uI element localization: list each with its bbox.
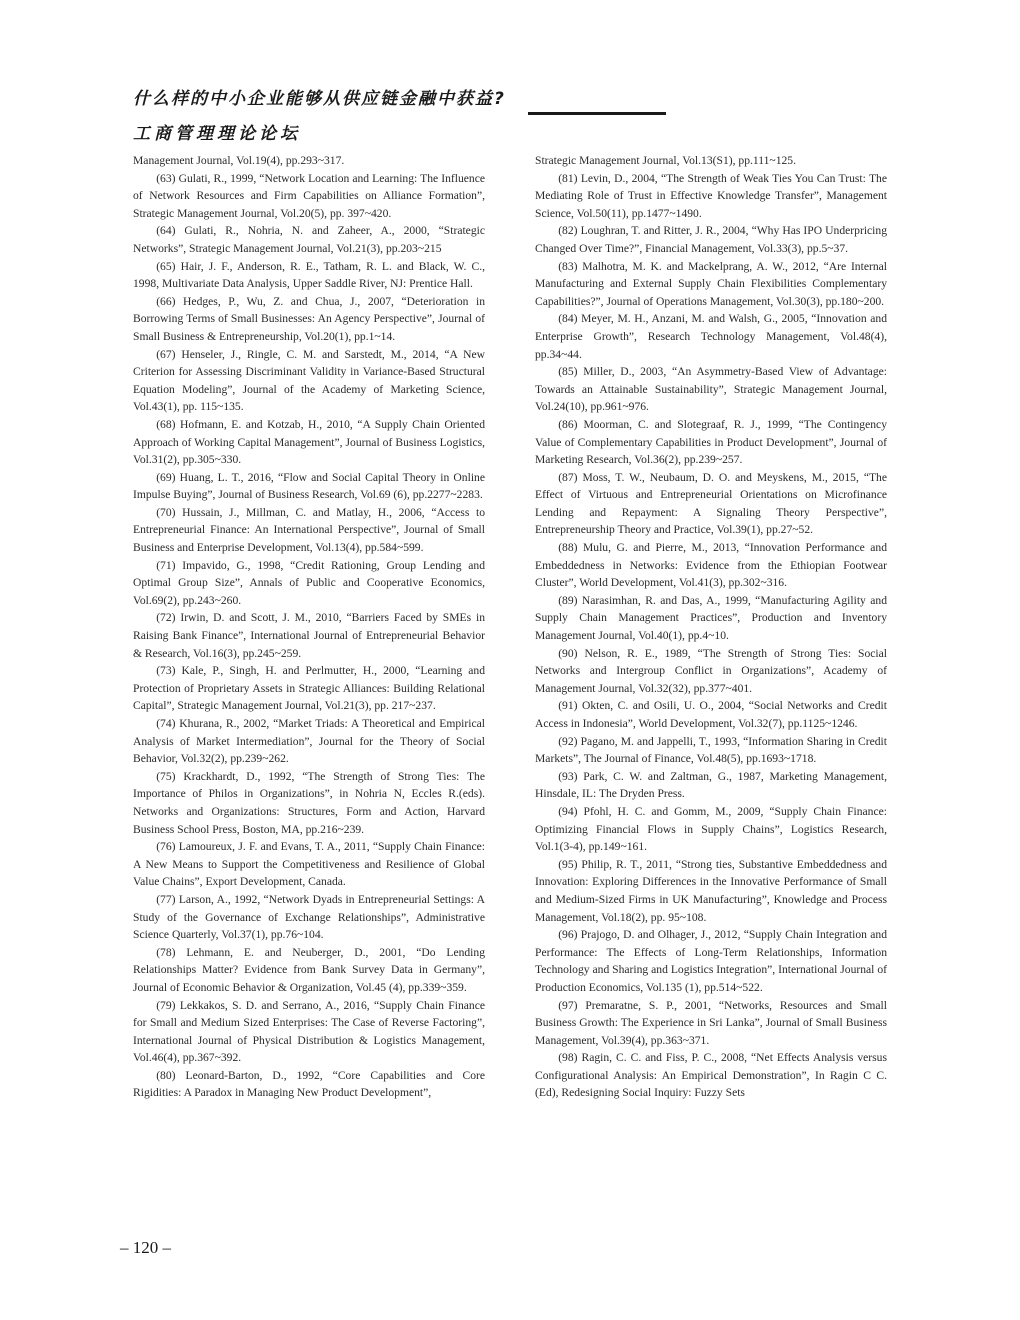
reference-entry: (81) Levin, D., 2004, “The Strength of Weak Ties You Can Trust: The Mediating Role of Trust in Effective Knowledge Transfer”, Management Science, Vol.50(11), pp.1477~1490. [535, 171, 887, 220]
reference-entry: (88) Mulu, G. and Pierre, M., 2013, “Innovation Performance and Embeddedness in Networks: Evidence from the Ethiopian Footwear Cluster”, World Development, Vol.41(3), pp.302~316. [535, 541, 887, 590]
reference-entry: (93) Park, C. W. and Zaltman, G., 1987, Marketing Management, Hinsdale, IL: The Dryden Press. [535, 769, 887, 801]
reference-entry: (84) Meyer, M. H., Anzani, M. and Walsh, G., 2005, “Innovation and Enterprise Growth”, Research Technology Management, Vol.48(4), pp.34~44. [535, 312, 887, 361]
article-title: 什么样的中小企业能够从供应链金融中获益? [133, 89, 506, 109]
reference-entry: (82) Loughran, T. and Ritter, J. R., 2004, “Why Has IPO Underpricing Changed Over Time?”, Financial Management, Vol.33(3), pp.5~37. [535, 224, 887, 255]
reference-entry: (74) Khurana, R., 2002, “Market Triads: A Theoretical and Empirical Analysis of Market Intermediation”, Journal for the Theory of Social Behavior, Vol.32(2), pp.239~262. [133, 717, 485, 766]
reference-entry: (90) Nelson, R. E., 1989, “The Strength of Strong Ties: Social Networks and Intergroup Conflict in Organizations”, Academy of Management Journal, Vol.32(32), pp.377~401. [535, 646, 887, 695]
reference-entry: (75) Krackhardt, D., 1992, “The Strength of Strong Ties: The Importance of Philos in Organizations”, in Nohria N, Eccles R.(eds). Networks and Organizations: Structures, Form and Action, Harvard Business School Press, Boston, MA, pp.216~239. [133, 769, 485, 836]
reference-entry: (78) Lehmann, E. and Neuberger, D., 2001, “Do Lending Relationships Matter? Evidence from Bank Survey Data in Germany”, Journal of Economic Behavior & Organization, Vol.45 (4), pp.339~359. [133, 945, 485, 994]
references-left-column [133, 152, 485, 1102]
journal-section-name: 工商管理理论论坛 [133, 124, 301, 144]
reference-entry: (79) Lekkakos, S. D. and Serrano, A., 2016, “Supply Chain Finance for Small and Medium Sized Enterprises: The Case of Reverse Factoring”, International Journal of Physical Distribution & Logistics Management, Vol.46(4), pp.367~392. [133, 998, 485, 1065]
reference-entry: (65) Hair, J. F., Anderson, R. E., Tatham, R. L. and Black, W. C., 1998, Multivariate Data Analysis, Upper Saddle River, NJ: Prentice Hall. [133, 259, 485, 291]
reference-entry: (64) Gulati, R., Nohria, N. and Zaheer, A., 2000, “Strategic Networks”, Strategic Management Journal, Vol.21(3), pp.203~215 [133, 224, 485, 255]
reference-entry: (71) Impavido, G., 1998, “Credit Rationing, Group Lending and Optimal Group Size”, Annals of Public and Cooperative Economics, Vol.69(2), pp.243~260. [133, 558, 485, 607]
reference-entry: (95) Philip, R. T., 2011, “Strong ties, Substantive Embeddedness and Innovation: Exploring Differences in the Innovative Performance of Small and Medium-Sized Firms in UK Manufacturing”, Knowledge and Process Management, Vol.18(2), pp. 95~108. [535, 857, 887, 924]
reference-entry: (94) Pfohl, H. C. and Gomm, M., 2009, “Supply Chain Finance: Optimizing Financial Flows in Supply Chains”, Logistics Research, Vol.1(3-4), pp.149~161. [535, 804, 887, 854]
header-rule [528, 112, 666, 115]
page-header [133, 88, 893, 146]
reference-entry: (72) Irwin, D. and Scott, J. M., 2010, “Barriers Faced by SMEs in Raising Bank Finance”, International Journal of Entrepreneurial Behavior & Research, Vol.16(3), pp.245~259. [133, 611, 485, 660]
reference-entry: (96) Prajogo, D. and Olhager, J., 2012, “Supply Chain Integration and Performance: The Effects of Long-Term Relationships, Information Technology and Sharing and Logistics Integration”, International Journal of Production Economics, Vol.135 (1), pp.514~522. [535, 928, 887, 994]
reference-entry: (97) Premaratne, S. P., 2001, “Networks, Resources and Small Business Growth: The Experience in Sri Lanka”, Journal of Small Business Management, Vol.39(4), pp.363~371. [535, 998, 887, 1047]
page-number: – 120 – [120, 1238, 171, 1257]
reference-entry: (98) Ragin, C. C. and Fiss, P. C., 2008, “Net Effects Analysis versus Configurational Analysis: An Empirical Demonstration”, In Ragin C C.(Ed), Redesigning Social Inquiry: Fuzzy Sets [535, 1051, 887, 1100]
references-right-column [535, 152, 887, 1102]
reference-entry: (66) Hedges, P., Wu, Z. and Chua, J., 2007, “Deterioration in Borrowing Terms of Small Businesses: An Agency Perspective”, Journal of Small Business & Entrepreneurship, Vol.20(1), pp.1~14. [133, 294, 485, 343]
reference-entry: (69) Huang, L. T., 2016, “Flow and Social Capital Theory in Online Impulse Buying”, Journal of Business Research, Vol.69 (6), pp.2277~2283. [133, 470, 485, 502]
reference-entry: (73) Kale, P., Singh, H. and Perlmutter, H., 2000, “Learning and Protection of Proprietary Assets in Strategic Alliances: Building Relational Capital”, Strategic Management Journal, Vol.21(3), pp. 217~237. [133, 664, 485, 713]
reference-entry: (80) Leonard-Barton, D., 1992, “Core Capabilities and Core Rigidities: A Paradox in Managing New Product Development”, [133, 1068, 485, 1100]
reference-entry: (63) Gulati, R., 1999, “Network Location and Learning: The Influence of Network Resources and Firm Capabilities on Alliance Formation”, Strategic Management Journal, Vol.20(5), pp. 397~420. [133, 171, 485, 220]
reference-entry: (86) Moorman, C. and Slotegraaf, R. J., 1999, “The Contingency Value of Complementary Capabilities in Product Development”, Journal of Marketing Research, Vol.36(2), pp.239~257. [535, 417, 887, 467]
reference-entry: (83) Malhotra, M. K. and Mackelprang, A. W., 2012, “Are Internal Manufacturing and External Supply Chain Flexibilities Complementary Capabilities?”, Journal of Operations Management, Vol.30(3), pp.180~200. [535, 259, 887, 308]
reference-entry: (91) Okten, C. and Osili, U. O., 2004, “Social Networks and Credit Access in Indonesia”, World Development, Vol.32(7), pp.1125~1246. [535, 699, 887, 730]
reference-continuation: Management Journal, Vol.19(4), pp.293~317. [133, 154, 345, 167]
reference-entry: (76) Lamoureux, J. F. and Evans, T. A., 2011, “Supply Chain Finance: A New Means to Support the Competitiveness and Resilience of Global Value Chains”, Export Development, Canada. [133, 840, 485, 889]
reference-entry: (70) Hussain, J., Millman, C. and Matlay, H., 2006, “Access to Entrepreneurial Finance: An International Perspective”, Journal of Small Business and Enterprise Development, Vol.13(4), pp.584~599. [133, 505, 485, 555]
reference-continuation: Strategic Management Journal, Vol.13(S1), pp.111~125. [535, 154, 796, 167]
reference-entry: (67) Henseler, J., Ringle, C. M. and Sarstedt, M., 2014, “A New Criterion for Assessing Discriminant Validity in Variance-Based Structural Equation Modeling”, Journal of the Academy of Marketing Science, Vol.43(1), pp. 115~135. [133, 347, 485, 414]
reference-entry: (87) Moss, T. W., Neubaum, D. O. and Meyskens, M., 2015, “The Effect of Virtuous and Entrepreneurial Orientations on Microfinance Lending and Repayment: A Signaling Theory Perspective”, Entrepreneurship Theory and Practice, Vol.39(1), pp.27~52. [535, 470, 887, 537]
reference-entry: (89) Narasimhan, R. and Das, A., 1999, “Manufacturing Agility and Supply Chain Management Practices”, Production and Inventory Management Journal, Vol.40(1), pp.4~10. [535, 593, 887, 643]
reference-entry: (85) Miller, D., 2003, “An Asymmetry-Based View of Advantage: Towards an Attainable Sustainability”, Strategic Management Journal, Vol.24(10), pp.961~976. [535, 365, 887, 414]
reference-entry: (92) Pagano, M. and Jappelli, T., 1993, “Information Sharing in Credit Markets”, The Journal of Finance, Vol.48(5), pp.1693~1718. [535, 734, 887, 766]
reference-entry: (77) Larson, A., 1992, “Network Dyads in Entrepreneurial Settings: A Study of the Governance of Exchange Relationships”, Administrative Science Quarterly, Vol.37(1), pp.76~104. [133, 892, 485, 942]
reference-entry: (68) Hofmann, E. and Kotzab, H., 2010, “A Supply Chain Oriented Approach of Working Capital Management”, Journal of Business Logistics, Vol.31(2), pp.305~330. [133, 417, 485, 467]
